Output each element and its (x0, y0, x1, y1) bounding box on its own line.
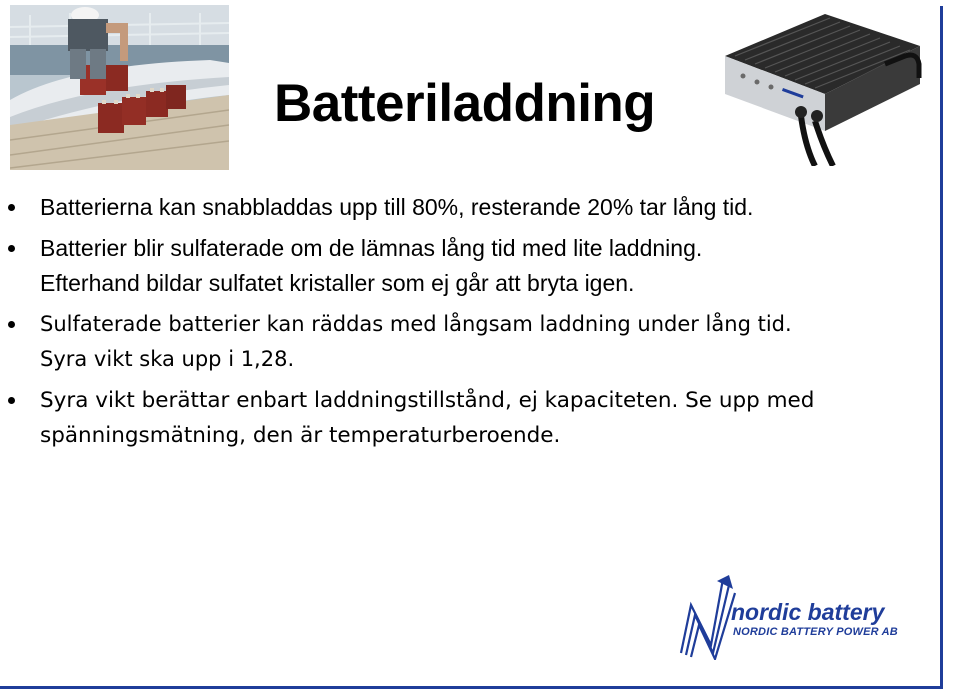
bullet-item (0, 307, 930, 377)
bullet-dot-icon (8, 245, 15, 252)
battery-charger-photo (705, 6, 933, 166)
logo-subtitle: NORDIC BATTERY POWER AB (733, 626, 898, 638)
bullet-dot-icon (8, 397, 15, 404)
batteries-on-dock-photo (10, 5, 229, 170)
logo-name: nordic battery (731, 599, 885, 625)
frame-line-right (940, 6, 943, 688)
nordic-battery-logo (677, 575, 917, 660)
bullet-item (0, 231, 930, 301)
bullet-item (0, 190, 930, 225)
bullet-text: Batterier blir sulfaterade om de lämnas lång tid med lite laddning. Efterhand bildar sulfatet kristaller som ej går att bryta igen. (40, 235, 703, 296)
bullet-text: Syra vikt berättar enbart laddningstillstånd, ej kapaciteten. Se upp med spänningsmätning, den är temperaturberoende. (40, 388, 815, 448)
nordic-n-logo-icon (677, 575, 737, 660)
bullet-dot-icon (8, 321, 15, 328)
frame-line-bottom (0, 686, 943, 689)
bullet-text: Batterierna kan snabbladdas upp till 80%, resterande 20% tar lång tid. (40, 194, 754, 220)
bullet-text: Sulfaterade batterier kan räddas med långsam laddning under lång tid. Syra vikt ska upp i 1,28. (40, 312, 792, 371)
bullet-item (0, 383, 930, 453)
slide-title: Batteriladdning (274, 74, 656, 133)
bullet-dot-icon (8, 204, 15, 211)
bullet-list (0, 190, 930, 459)
